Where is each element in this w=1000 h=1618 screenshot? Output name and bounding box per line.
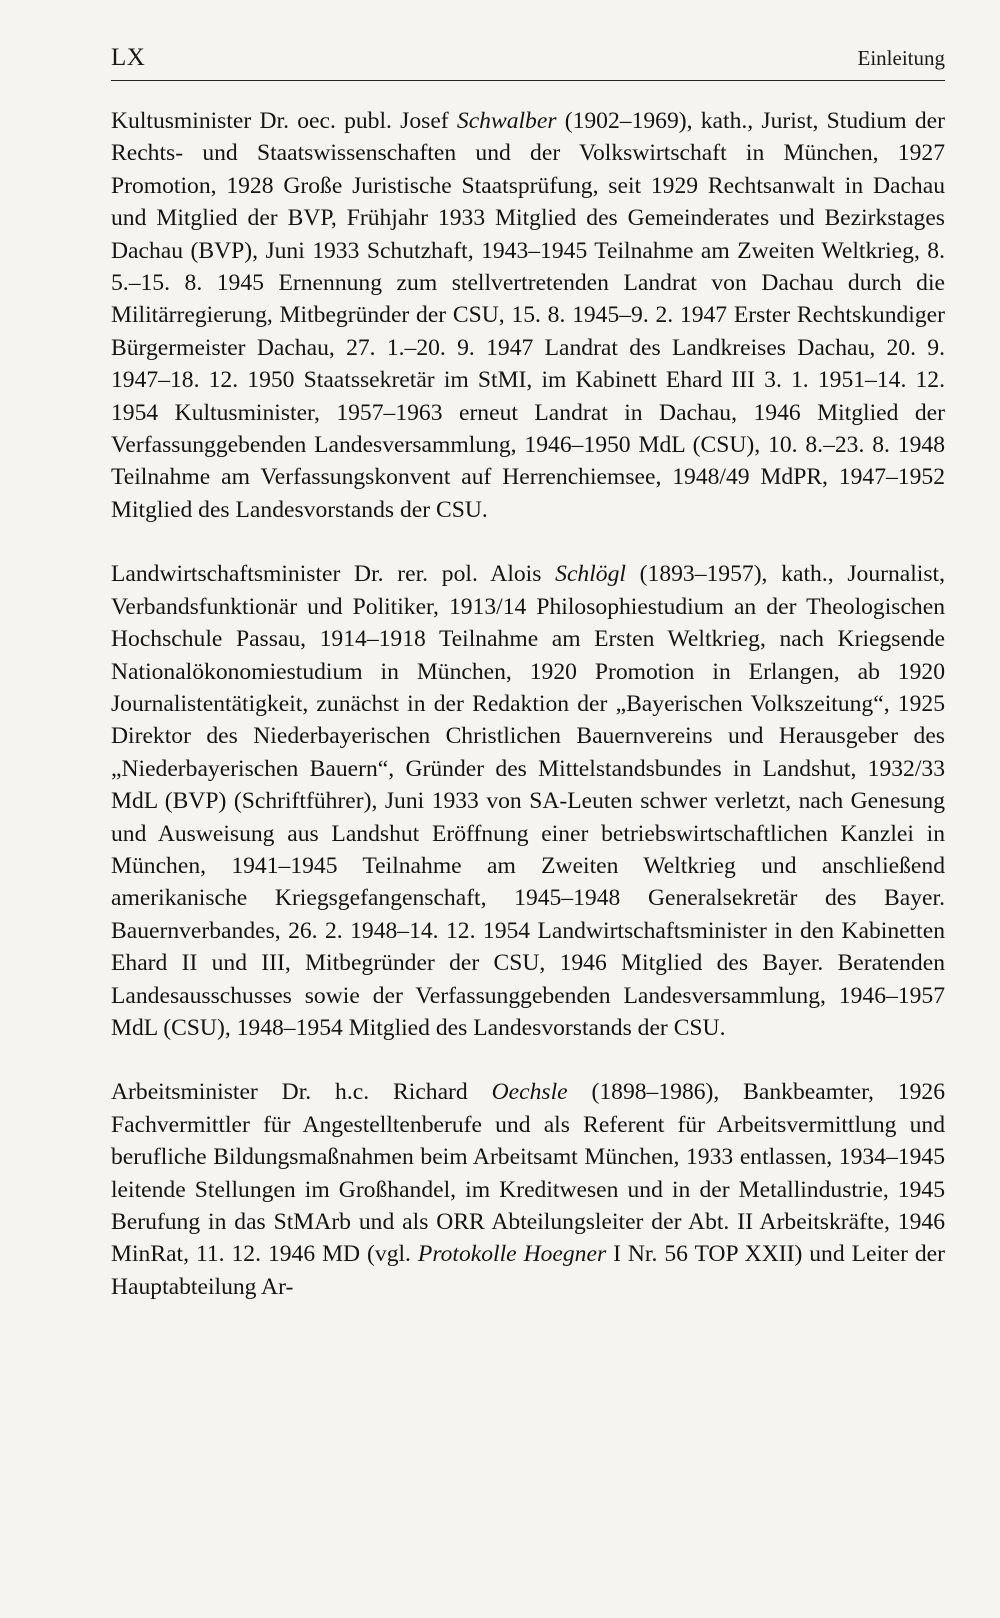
entry-prefix: Arbeitsminister Dr. h.c. Richard xyxy=(111,1079,492,1106)
body-text xyxy=(111,105,945,1335)
page-number: LX xyxy=(111,44,146,71)
biography-entry-schloegl xyxy=(111,558,945,1044)
entry-text: (1898–1986), Bankbeamter, 1926 Fachvermittler für Angestelltenberufe und als Referent für Arbeitsvermittlung und berufliche Bildungsmaßnahmen beim Arbeitsamt München, 1933 entlassen, 1934–1945 leitende Stellungen im Großhandel, im Kreditwesen und in der Metallindustrie, 1945 Berufung in das StMArb und als ORR Abteilungsleiter der Abt. II Arbeitskräfte, 1946 MinRat, 11. 12. 1946 MD (vgl. xyxy=(111,1079,945,1268)
reference-rest: I Nr. 56 TOP XXII) und Leiter der Hauptabteilung Ar- xyxy=(111,1241,946,1300)
biography-entry-oechsle xyxy=(111,1076,945,1303)
entry-text: (1902–1969), kath., Jurist, Studium der Rechts- und Staatswissenschaften und der Volkswirtschaft in München, 1927 Promotion, 1928 Große Juristische Staatsprüfung, seit 1929 Rechtsanwalt in Dachau und Mitglied der BVP, Frühjahr 1933 Mitglied des Gemeinderates und Bezirkstages Dachau (BVP), Juni 1933 Schutzhaft, 1943–1945 Teilnahme am Zweiten Weltkrieg, 8. 5.–15. 8. 1945 Ernennung zum stellvertretenden Landrat von Dachau durch die Militärregierung, Mitbegründer der CSU, 15. 8. 1945–9. 2. 1947 Erster Rechtskundiger Bürgermeister Dachau, 27. 1.–20. 9. 1947 Landrat des Landkreises Dachau, 20. 9. 1947–18. 12. 1950 Staatssekretär im StMI, im Kabinett Ehard III 3. 1. 1951–14. 12. 1954 Kultusminister, 1957–1963 erneut Landrat in Dachau, 1946 Mitglied der Verfassunggebenden Landesversammlung, 1946–1950 MdL (CSU), 10. 8.–23. 8. 1948 Teilnahme am Verfassungskonvent auf Herrenchiemsee, 1948/49 MdPR, 1947–1952 Mitglied des Landesvorstands der CSU. xyxy=(111,108,945,523)
page-header xyxy=(111,44,945,78)
person-name: Oechsle xyxy=(491,1079,568,1106)
person-name: Schlögl xyxy=(555,561,626,588)
person-name: Schwalber xyxy=(456,108,557,134)
entry-prefix: Kultusminister Dr. oec. publ. Josef xyxy=(111,108,457,134)
biography-entry-schwalber xyxy=(111,105,945,526)
entry-text: (1893–1957), kath., Journalist, Verbandsfunktionär und Politiker, 1913/14 Philosophiestudium an der Theologischen Hochschule Passau, 1914–1918 Teilnahme am Ersten Weltkrieg, nach Kriegsende Nationalökonomiestudium in München, 1920 Promotion in Erlangen, ab 1920 Journalistentätigkeit, zunächst in der Redaktion der „Bayerischen Volkszeitung“, 1925 Direktor des Niederbayerischen Christlichen Bauernvereins und Herausgeber des „Niederbayerischen Bauern“, Gründer des Mittelstandsbundes in Landshut, 1932/33 MdL (BVP) (Schriftführer), Juni 1933 von SA-Leuten schwer verletzt, nach Genesung und Ausweisung aus Landshut Eröffnung einer betriebswirtschaftlichen Kanzlei in München, 1941–1945 Teilnahme am Zweiten Weltkrieg und anschließend amerikanische Kriegsgefangenschaft, 1945–1948 Generalsekretär des Bayer. Bauernverbandes, 26. 2. 1948–14. 12. 1954 Landwirtschaftsminister in den Kabinetten Ehard II und III, Mitbegründer der CSU, 1946 Mitglied des Bayer. Beratenden Landesausschusses sowie der Verfassunggebenden Landesversammlung, 1946–1957 MdL (CSU), 1948–1954 Mitglied des Landesvorstands der CSU. xyxy=(111,561,945,1041)
entry-prefix: Landwirtschaftsminister Dr. rer. pol. Alois xyxy=(111,561,556,588)
running-head: Einleitung xyxy=(857,46,945,70)
header-rule xyxy=(111,80,945,81)
reference-title: Protokolle Hoegner xyxy=(417,1241,607,1268)
